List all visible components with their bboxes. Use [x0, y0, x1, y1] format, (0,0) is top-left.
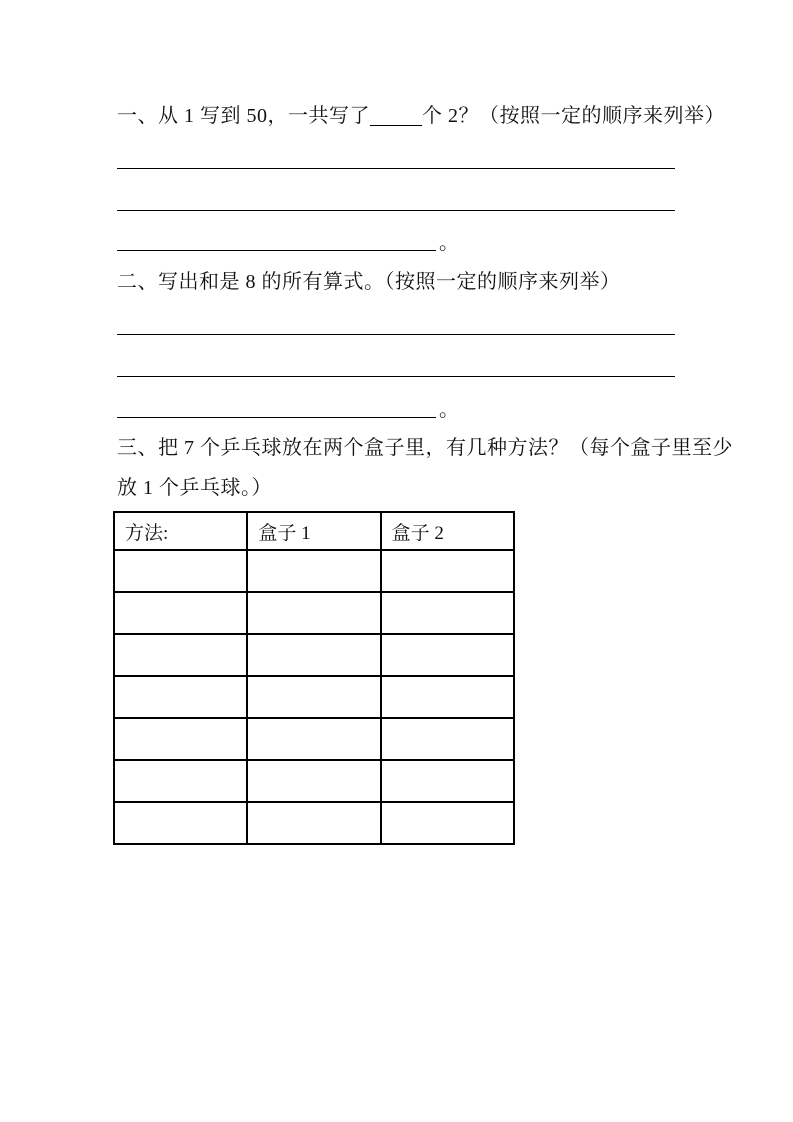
- answer-line-short[interactable]: [117, 376, 436, 418]
- answer-line-short-row: [117, 377, 459, 421]
- question-1-text-after: 个 2？（按照一定的顺序来列举）: [422, 105, 725, 127]
- question-2-text: 二、写出和是 8 的所有算式。（按照一定的顺序来列举）: [117, 271, 621, 293]
- table-cell[interactable]: [114, 760, 247, 802]
- table-cell[interactable]: [381, 592, 514, 634]
- question-1-text-before: 一、从 1 写到 50，一共写了: [117, 105, 370, 127]
- table-header-method: 方法:: [114, 512, 247, 550]
- table-row: [114, 676, 514, 718]
- answer-line-period: 。: [439, 399, 459, 421]
- table-row: [114, 802, 514, 844]
- table-header-row: [114, 512, 514, 550]
- table-cell[interactable]: [381, 802, 514, 844]
- table-cell[interactable]: [247, 592, 380, 634]
- answer-line[interactable]: [117, 168, 675, 211]
- table-row: [114, 592, 514, 634]
- answer-line-period: 。: [439, 232, 459, 254]
- table-row: [114, 634, 514, 676]
- table-cell[interactable]: [114, 718, 247, 760]
- table-cell[interactable]: [114, 634, 247, 676]
- answer-line[interactable]: [117, 334, 675, 377]
- table-row: [114, 760, 514, 802]
- table-cell[interactable]: [114, 550, 247, 592]
- table-header-box-1: 盒子 1: [247, 512, 380, 550]
- table-header-box-2: 盒子 2: [381, 512, 514, 550]
- table-cell[interactable]: [247, 676, 380, 718]
- table-cell[interactable]: [114, 592, 247, 634]
- answer-line-short-row: [117, 210, 459, 254]
- table-cell[interactable]: [247, 718, 380, 760]
- answer-line-short[interactable]: [117, 209, 436, 251]
- ping-pong-answer-table: [113, 511, 515, 845]
- table-row: [114, 550, 514, 592]
- table-cell[interactable]: [381, 760, 514, 802]
- table-cell[interactable]: [381, 718, 514, 760]
- table-cell[interactable]: [247, 802, 380, 844]
- answer-table-body: [114, 550, 514, 844]
- question-3-text-line-2: 放 1 个乒乓球。）: [117, 477, 272, 499]
- table-cell[interactable]: [381, 676, 514, 718]
- table-cell[interactable]: [247, 550, 380, 592]
- answer-line[interactable]: [117, 126, 675, 169]
- question-3-text-line-1: 三、把 7 个乒乓球放在两个盒子里，有几种方法？（每个盒子里至少: [117, 437, 733, 459]
- table-cell[interactable]: [114, 802, 247, 844]
- table-row: [114, 718, 514, 760]
- answer-line[interactable]: [117, 292, 675, 335]
- table-cell[interactable]: [247, 634, 380, 676]
- table-cell[interactable]: [114, 676, 247, 718]
- table-cell[interactable]: [381, 634, 514, 676]
- question-3-text: [117, 428, 733, 508]
- table-cell[interactable]: [381, 550, 514, 592]
- table-cell[interactable]: [247, 760, 380, 802]
